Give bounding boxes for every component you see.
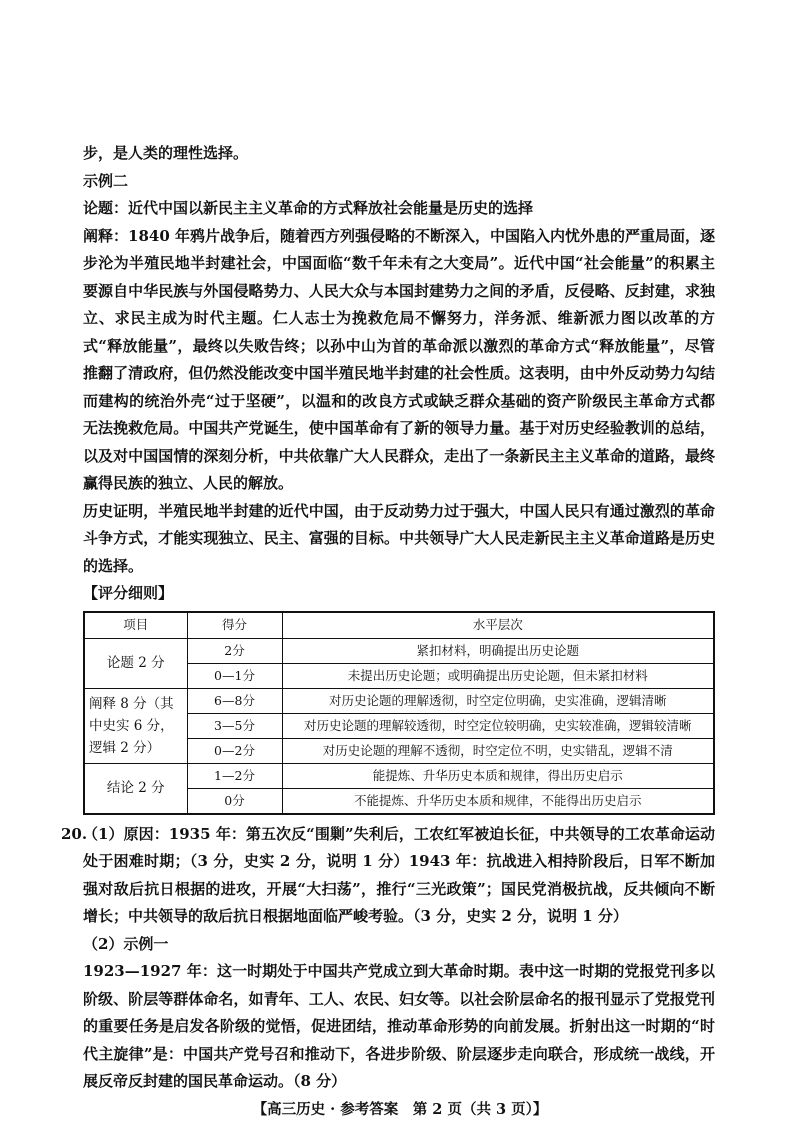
question-20-part1 <box>61 821 715 931</box>
item-cell: 结论 2 分 <box>84 763 187 814</box>
question-20-part2-body: 1923—1927 年：这一时期处于中国共产党成立到大革命时期。表中这一时期的党报党刊多以阶级、阶层等群体命名，如青年、工人、农民、妇女等。以社会阶层命名的报刊显示了党报党刊的重要任务是启发各阶级的觉悟，促进团结，推动革命形势的向前发展。折射出这一时期的“时代主旋律”是：中国共产党号召和推动下，各进步阶级、阶层逐步走向联合，形成统一战线，开展反帝反封建的国民革命运动。（8 分） <box>83 962 715 1090</box>
level-cell: 能提炼、升华历史本质和规律，得出历史启示 <box>282 763 714 788</box>
level-cell: 对历史论题的理解不透彻，时空定位不明，史实错乱，逻辑不清 <box>282 738 714 763</box>
scoring-table <box>83 611 715 815</box>
score-cell: 0—1分 <box>187 663 282 688</box>
elaboration-text: 阐释：1840 年鸦片战争后，随着西方列强侵略的不断深入，中国陷入内忧外患的严重局面，逐步沦为半殖民地半封建社会，中国面临“数千年未有之大变局”。近代中国“社会能量”的积累主要源自中华民族与外国侵略势力、人民大众与本国封建势力之间的矛盾，反侵略、反封建，求独立、求民主成为时代主题。仁人志士为挽救危局不懈努力，洋务派、维新派力图以改革的方式“释放能量”，最终以失败告终；以孙中山为首的革命派以激烈的革命方式“释放能量”，尽管推翻了清政府，但仍然没能改变中国半殖民地半封建的社会性质。这表明，由中外反动势力勾结而建构的统治外壳“过于坚硬”，以温和的改良方式或缺乏群众基础的资产阶级民主革命方式都无法挽救危局。中国共产党诞生，使中国革命有了新的领导力量。基于对历史经验教训的总结，以及对中国国情的深刻分析，中共依靠广大人民群众，走出了一条新民主主义革命的道路，最终赢得民族的独立、人民的解放。 <box>83 226 715 492</box>
question-20-part1-text: （1）原因：1935 年：第五次反“围剿”失利后，工农红军被迫长征，中共领导的工农革命运动处于困难时期；（3 分，史实 2 分，说明 1 分）1943 年：抗战进入相持阶段后，日军不断加强对敌后抗日根据的进攻，开展“大扫荡”，推行“三光政策”；国民党消极抗战，反共倾向不断增长；中共领导的敌后抗日根据地面临严峻考验。（3 分，史实 2 分，说明 1 分） <box>83 824 715 925</box>
score-cell: 2分 <box>187 638 282 663</box>
score-cell: 3—5分 <box>187 713 282 738</box>
score-cell: 1—2分 <box>187 763 282 788</box>
level-cell: 对历史论题的理解透彻，时空定位明确，史实准确，逻辑清晰 <box>282 688 714 713</box>
conclusion-text: 历史证明，半殖民地半封建的近代中国，由于反动势力过于强大，中国人民只有通过激烈的革命斗争方式，才能实现独立、民主、富强的目标。中共领导广大人民走新民主主义革命道路是历史的选择。 <box>83 501 715 575</box>
question-number: 20. <box>61 824 88 843</box>
header-level: 水平层次 <box>282 612 714 639</box>
continued-text: 步，是人类的理性选择。 <box>83 144 249 162</box>
level-cell: 紧扣材料，明确提出历史论题 <box>282 638 714 663</box>
level-cell: 对历史论题的理解较透彻，时空定位较明确，史实较准确，逻辑较清晰 <box>282 713 714 738</box>
question-20-part2-heading: （2）示例一 <box>83 934 169 953</box>
page-footer: 【高三历史 · 参考答案 第 2 页（共 3 页）】 <box>252 1101 548 1118</box>
level-cell: 未提出历史论题；或明确提出历史论题，但未紧扣材料 <box>282 663 714 688</box>
table-row <box>84 688 714 713</box>
score-cell: 0分 <box>187 788 282 814</box>
item-cell: 论题 2 分 <box>84 638 187 688</box>
score-cell: 0—2分 <box>187 738 282 763</box>
header-score: 得分 <box>187 612 282 639</box>
table-header-row <box>84 612 714 639</box>
table-row <box>84 638 714 663</box>
example-heading: 示例二 <box>83 171 129 190</box>
table-row <box>84 763 714 788</box>
score-cell: 6—8分 <box>187 688 282 713</box>
level-cell: 不能提炼、升华历史本质和规律，不能得出历史启示 <box>282 788 714 814</box>
item-cell: 阐释 8 分（其中史实 6 分，逻辑 2 分） <box>84 688 187 763</box>
rubric-heading: 【评分细则】 <box>83 584 174 602</box>
header-item: 项目 <box>84 612 187 639</box>
thesis-text: 论题：近代中国以新民主主义革命的方式释放社会能量是历史的选择 <box>83 199 534 217</box>
page-content <box>61 140 715 1096</box>
